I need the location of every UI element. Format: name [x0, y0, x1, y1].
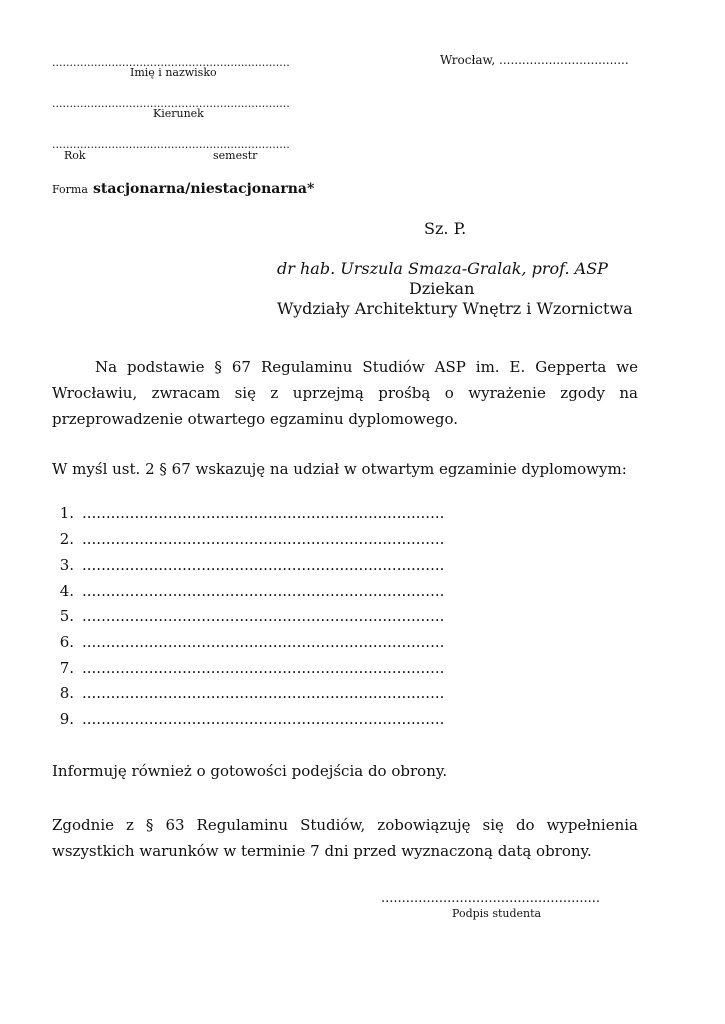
addressee-name: dr hab. Urszula Smaza-Gralak, prof. ASP	[277, 259, 608, 278]
list-number: 2.	[59, 530, 74, 548]
list-dotted-line: ............................................................................	[82, 684, 445, 702]
list-number: 1.	[59, 504, 74, 522]
kierunek-dotted-line: ....................................................................	[52, 97, 290, 110]
list-number: 8.	[59, 684, 74, 702]
list-dotted-line: ............................................................................	[82, 504, 445, 522]
list-dotted-line: ............................................................................	[82, 710, 445, 728]
list-item	[52, 530, 444, 548]
list-item	[52, 556, 444, 574]
list-number: 7.	[59, 659, 74, 677]
forma-value: stacjonarna/niestacjonarna*	[93, 181, 315, 197]
kierunek-label: Kierunek	[153, 107, 204, 120]
addressee-faculty: Wydziały Architektury Wnętrz i Wzornictwa	[277, 299, 633, 318]
list-number: 3.	[59, 556, 74, 574]
list-item	[52, 607, 444, 625]
list-number: 5.	[59, 607, 74, 625]
list-dotted-line: ............................................................................	[82, 582, 445, 600]
list-dotted-line: ............................................................................	[82, 659, 445, 677]
forma-label: Forma	[52, 183, 88, 196]
list-dotted-line: ............................................................................	[82, 633, 445, 651]
forma-row	[52, 178, 314, 197]
list-dotted-line: ............................................................................	[82, 530, 445, 548]
list-item	[52, 684, 444, 702]
list-item	[52, 582, 444, 600]
list-number: 4.	[59, 582, 74, 600]
list-item	[52, 710, 444, 728]
paragraph-readiness: Informuję również o gotowości podejścia do obrony.	[52, 762, 448, 780]
semestr-label: semestr	[213, 149, 258, 162]
signature-dotted-line: .....................................................	[381, 891, 601, 906]
addressee-title: Dziekan	[409, 279, 475, 298]
salutation: Sz. P.	[424, 219, 467, 238]
rok-dotted-line: ....................................................................	[52, 138, 290, 151]
paragraph-request: Na podstawie § 67 Regulaminu Studiów ASP im. E. Gepperta we Wrocławiu, zwracam się z uprzejmą prośbą o wyrażenie zgody na przeprowadzenie otwartego egzaminu dyplomowego.	[52, 358, 638, 428]
list-dotted-line: ............................................................................	[82, 607, 445, 625]
paragraph-participants-intro: W myśl ust. 2 § 67 wskazuję na udział w otwartym egzaminie dyplomowym:	[52, 460, 627, 478]
paragraph-obligation: Zgodnie z § 63 Regulaminu Studiów, zobowiązuję się do wypełnienia wszystkich warunków w terminie 7 dni przed wyznaczoną datą obrony.	[52, 816, 638, 860]
city-date-line: Wrocław, ..................................	[440, 53, 629, 67]
list-dotted-line: ............................................................................	[82, 556, 445, 574]
name-dotted-line: ....................................................................	[52, 56, 290, 69]
name-label: Imię i nazwisko	[130, 66, 217, 79]
rok-label: Rok	[64, 149, 86, 162]
list-number: 9.	[59, 710, 74, 728]
list-item	[52, 504, 444, 522]
list-item	[52, 659, 444, 677]
signature-label: Podpis studenta	[452, 907, 542, 920]
list-number: 6.	[59, 633, 74, 651]
list-item	[52, 633, 444, 651]
